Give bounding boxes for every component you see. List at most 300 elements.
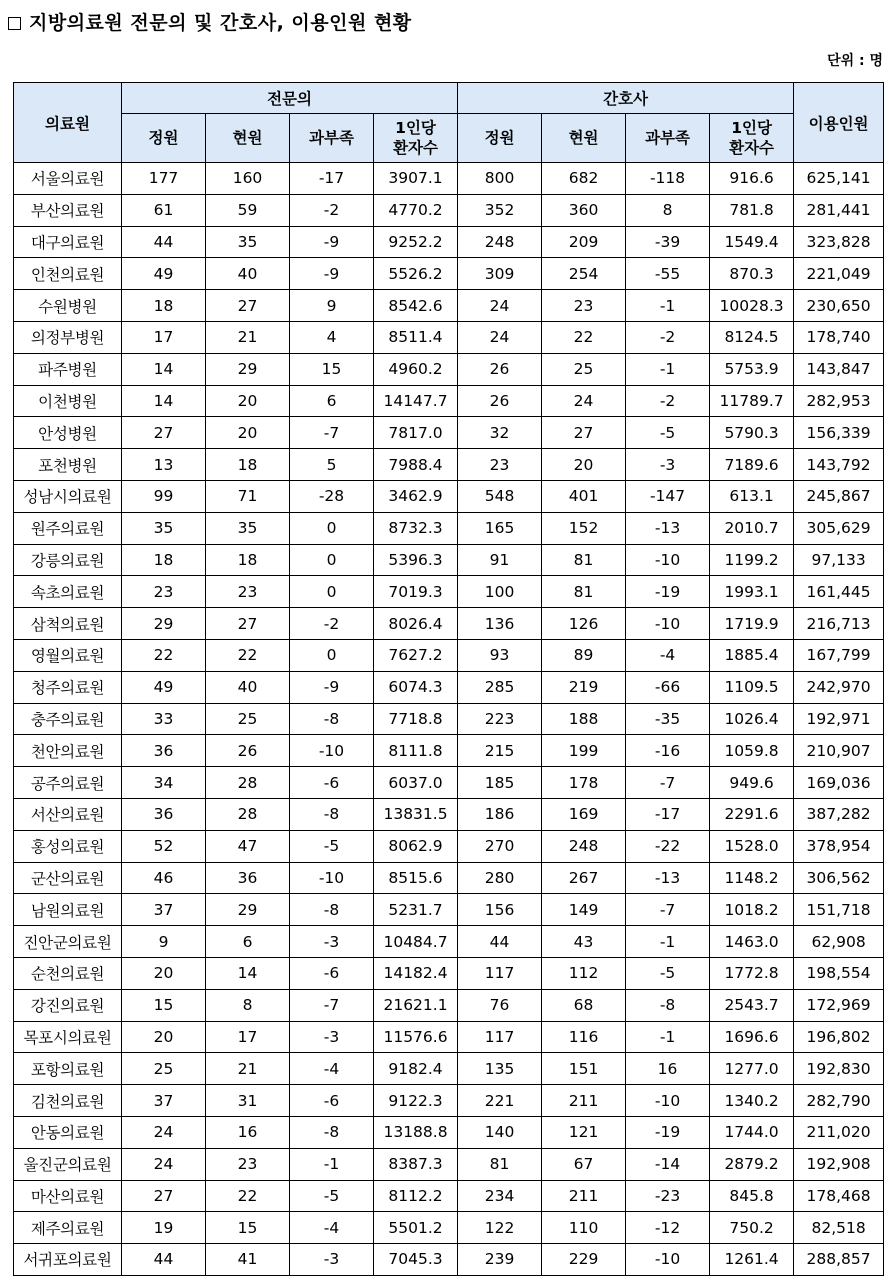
- doctor-patients-per-person-cell: 9122.3: [374, 1085, 458, 1117]
- doctor-quota-cell: 14: [122, 385, 206, 417]
- doctor-quota-cell: 44: [122, 226, 206, 258]
- hospital-name-cell: 포항의료원: [14, 1053, 122, 1085]
- nurse-patients-per-person-cell: 1696.6: [710, 1021, 794, 1053]
- doctor-patients-per-person-cell: 21621.1: [374, 989, 458, 1021]
- nurse-shortage-cell: -35: [626, 703, 710, 735]
- doctor-quota-cell: 22: [122, 639, 206, 671]
- table-row: [14, 957, 884, 989]
- hospital-name-cell: 제주의료원: [14, 1212, 122, 1244]
- nurse-quota-cell: 122: [458, 1212, 542, 1244]
- nurse-patients-per-person-cell: 1993.1: [710, 576, 794, 608]
- table-row: [14, 735, 884, 767]
- table-row: [14, 798, 884, 830]
- doctor-patients-per-person-cell: 10484.7: [374, 926, 458, 958]
- doctor-quota-cell: 52: [122, 830, 206, 862]
- doctor-patients-per-person-cell: 14182.4: [374, 957, 458, 989]
- nurse-quota-cell: 234: [458, 1180, 542, 1212]
- table-row: [14, 894, 884, 926]
- doctor-shortage-cell: -10: [290, 735, 374, 767]
- page-title: [8, 8, 412, 35]
- doctor-patients-per-person-cell: 14147.7: [374, 385, 458, 417]
- doctor-patients-per-person-cell: 8515.6: [374, 862, 458, 894]
- table-row: [14, 258, 884, 290]
- header-per-person-line1: 1인당: [731, 119, 772, 137]
- nurse-shortage-cell: -19: [626, 1116, 710, 1148]
- doctor-quota-cell: 27: [122, 417, 206, 449]
- doctor-shortage-cell: 0: [290, 639, 374, 671]
- nurse-patients-per-person-cell: 10028.3: [710, 290, 794, 322]
- doctor-current-cell: 18: [206, 449, 290, 481]
- nurse-shortage-cell: -17: [626, 798, 710, 830]
- nurse-current-cell: 169: [542, 798, 626, 830]
- nurse-patients-per-person-cell: 8124.5: [710, 321, 794, 353]
- users-count-cell: 62,908: [794, 926, 884, 958]
- nurse-current-cell: 121: [542, 1116, 626, 1148]
- doctor-quota-cell: 46: [122, 862, 206, 894]
- nurse-quota-cell: 136: [458, 608, 542, 640]
- doctor-patients-per-person-cell: 7627.2: [374, 639, 458, 671]
- nurse-current-cell: 211: [542, 1085, 626, 1117]
- nurse-shortage-cell: -12: [626, 1212, 710, 1244]
- doctor-shortage-cell: -3: [290, 1244, 374, 1276]
- page-title-text: 지방의료원 전문의 및 간호사, 이용인원 현황: [29, 12, 412, 34]
- doctor-shortage-cell: -28: [290, 480, 374, 512]
- users-count-cell: 387,282: [794, 798, 884, 830]
- hospital-name-cell: 청주의료원: [14, 671, 122, 703]
- nurse-current-cell: 401: [542, 480, 626, 512]
- hospital-name-cell: 안동의료원: [14, 1116, 122, 1148]
- table-row: [14, 767, 884, 799]
- doctor-quota-cell: 18: [122, 290, 206, 322]
- nurse-shortage-cell: -10: [626, 1244, 710, 1276]
- doctor-current-cell: 17: [206, 1021, 290, 1053]
- doctor-shortage-cell: -6: [290, 767, 374, 799]
- doctor-patients-per-person-cell: 8542.6: [374, 290, 458, 322]
- nurse-quota-cell: 239: [458, 1244, 542, 1276]
- table-row: [14, 703, 884, 735]
- nurse-current-cell: 81: [542, 576, 626, 608]
- nurse-shortage-cell: -2: [626, 321, 710, 353]
- table-row: [14, 385, 884, 417]
- hospital-name-cell: 강진의료원: [14, 989, 122, 1021]
- doctor-shortage-cell: -8: [290, 894, 374, 926]
- header-per-person-line2: 환자수: [729, 139, 775, 157]
- doctor-current-cell: 16: [206, 1116, 290, 1148]
- users-count-cell: 143,847: [794, 353, 884, 385]
- header-nurse-quota: 정원: [458, 114, 542, 163]
- nurse-shortage-cell: -66: [626, 671, 710, 703]
- nurse-patients-per-person-cell: 1026.4: [710, 703, 794, 735]
- doctor-current-cell: 21: [206, 1053, 290, 1085]
- nurse-quota-cell: 91: [458, 544, 542, 576]
- nurse-current-cell: 27: [542, 417, 626, 449]
- hospital-name-cell: 서산의료원: [14, 798, 122, 830]
- header-nurse-shortage: 과부족: [626, 114, 710, 163]
- users-count-cell: 192,830: [794, 1053, 884, 1085]
- nurse-current-cell: 116: [542, 1021, 626, 1053]
- doctor-quota-cell: 36: [122, 735, 206, 767]
- nurse-patients-per-person-cell: 2879.2: [710, 1148, 794, 1180]
- nurse-shortage-cell: -7: [626, 767, 710, 799]
- doctor-shortage-cell: -3: [290, 926, 374, 958]
- doctor-shortage-cell: 0: [290, 576, 374, 608]
- doctor-patients-per-person-cell: 7019.3: [374, 576, 458, 608]
- doctor-shortage-cell: 0: [290, 544, 374, 576]
- hospital-name-cell: 인천의료원: [14, 258, 122, 290]
- table-row: [14, 512, 884, 544]
- square-bullet-icon: [8, 17, 21, 30]
- doctor-shortage-cell: -9: [290, 226, 374, 258]
- nurse-current-cell: 89: [542, 639, 626, 671]
- nurse-quota-cell: 100: [458, 576, 542, 608]
- nurse-current-cell: 20: [542, 449, 626, 481]
- nurse-quota-cell: 248: [458, 226, 542, 258]
- nurse-current-cell: 81: [542, 544, 626, 576]
- hospital-name-cell: 수원병원: [14, 290, 122, 322]
- doctor-current-cell: 29: [206, 353, 290, 385]
- nurse-quota-cell: 24: [458, 290, 542, 322]
- nurse-quota-cell: 93: [458, 639, 542, 671]
- doctor-quota-cell: 23: [122, 576, 206, 608]
- header-per-person-line2: 환자수: [393, 139, 438, 157]
- nurse-current-cell: 211: [542, 1180, 626, 1212]
- doctor-current-cell: 40: [206, 258, 290, 290]
- nurse-patients-per-person-cell: 1744.0: [710, 1116, 794, 1148]
- doctor-patients-per-person-cell: 13188.8: [374, 1116, 458, 1148]
- nurse-current-cell: 199: [542, 735, 626, 767]
- nurse-quota-cell: 285: [458, 671, 542, 703]
- nurse-patients-per-person-cell: 916.6: [710, 163, 794, 195]
- doctor-current-cell: 40: [206, 671, 290, 703]
- nurse-patients-per-person-cell: 2010.7: [710, 512, 794, 544]
- doctor-patients-per-person-cell: 9182.4: [374, 1053, 458, 1085]
- users-count-cell: 196,802: [794, 1021, 884, 1053]
- nurse-quota-cell: 165: [458, 512, 542, 544]
- doctor-shortage-cell: -2: [290, 608, 374, 640]
- nurse-quota-cell: 26: [458, 385, 542, 417]
- header-users: 이용인원: [794, 83, 884, 163]
- doctor-patients-per-person-cell: 6074.3: [374, 671, 458, 703]
- users-count-cell: 323,828: [794, 226, 884, 258]
- nurse-shortage-cell: -1: [626, 926, 710, 958]
- doctor-current-cell: 23: [206, 1148, 290, 1180]
- header-doctor-current: 현원: [206, 114, 290, 163]
- doctor-patients-per-person-cell: 8511.4: [374, 321, 458, 353]
- doctor-shortage-cell: -2: [290, 194, 374, 226]
- nurse-patients-per-person-cell: 1277.0: [710, 1053, 794, 1085]
- users-count-cell: 281,441: [794, 194, 884, 226]
- table-row: [14, 163, 884, 195]
- nurse-current-cell: 24: [542, 385, 626, 417]
- doctor-quota-cell: 13: [122, 449, 206, 481]
- table-row: [14, 1180, 884, 1212]
- doctor-shortage-cell: 4: [290, 321, 374, 353]
- doctor-quota-cell: 44: [122, 1244, 206, 1276]
- nurse-current-cell: 219: [542, 671, 626, 703]
- nurse-patients-per-person-cell: 1199.2: [710, 544, 794, 576]
- table-row: [14, 862, 884, 894]
- nurse-shortage-cell: -13: [626, 862, 710, 894]
- nurse-shortage-cell: -5: [626, 957, 710, 989]
- doctor-current-cell: 35: [206, 226, 290, 258]
- nurse-shortage-cell: -1: [626, 290, 710, 322]
- doctor-quota-cell: 20: [122, 957, 206, 989]
- table-header: [14, 83, 884, 163]
- users-count-cell: 143,792: [794, 449, 884, 481]
- hospital-name-cell: 진안군의료원: [14, 926, 122, 958]
- nurse-current-cell: 25: [542, 353, 626, 385]
- hospital-name-cell: 군산의료원: [14, 862, 122, 894]
- nurse-patients-per-person-cell: 1059.8: [710, 735, 794, 767]
- doctor-patients-per-person-cell: 7718.8: [374, 703, 458, 735]
- doctor-quota-cell: 27: [122, 1180, 206, 1212]
- users-count-cell: 156,339: [794, 417, 884, 449]
- doctor-shortage-cell: 15: [290, 353, 374, 385]
- hospital-name-cell: 성남시의료원: [14, 480, 122, 512]
- nurse-quota-cell: 117: [458, 1021, 542, 1053]
- table-row: [14, 830, 884, 862]
- doctor-patients-per-person-cell: 5501.2: [374, 1212, 458, 1244]
- nurse-shortage-cell: -147: [626, 480, 710, 512]
- table-body: [14, 163, 884, 1276]
- nurse-patients-per-person-cell: 5790.3: [710, 417, 794, 449]
- nurse-quota-cell: 156: [458, 894, 542, 926]
- nurse-shortage-cell: -118: [626, 163, 710, 195]
- doctor-patients-per-person-cell: 13831.5: [374, 798, 458, 830]
- users-count-cell: 378,954: [794, 830, 884, 862]
- header-doctor-per-person: [374, 114, 458, 163]
- nurse-current-cell: 22: [542, 321, 626, 353]
- nurse-shortage-cell: -1: [626, 353, 710, 385]
- hospital-name-cell: 서귀포의료원: [14, 1244, 122, 1276]
- doctor-current-cell: 28: [206, 798, 290, 830]
- doctor-quota-cell: 15: [122, 989, 206, 1021]
- table-row: [14, 353, 884, 385]
- nurse-patients-per-person-cell: 2291.6: [710, 798, 794, 830]
- users-count-cell: 221,049: [794, 258, 884, 290]
- doctor-patients-per-person-cell: 5526.2: [374, 258, 458, 290]
- doctor-patients-per-person-cell: 6037.0: [374, 767, 458, 799]
- hospital-name-cell: 영월의료원: [14, 639, 122, 671]
- doctor-patients-per-person-cell: 11576.6: [374, 1021, 458, 1053]
- table-row: [14, 1244, 884, 1276]
- doctor-shortage-cell: -8: [290, 1116, 374, 1148]
- hospital-name-cell: 포천병원: [14, 449, 122, 481]
- nurse-current-cell: 360: [542, 194, 626, 226]
- nurse-shortage-cell: -7: [626, 894, 710, 926]
- doctor-current-cell: 26: [206, 735, 290, 767]
- hospital-name-cell: 남원의료원: [14, 894, 122, 926]
- doctor-current-cell: 29: [206, 894, 290, 926]
- hospital-name-cell: 서울의료원: [14, 163, 122, 195]
- table-row: [14, 1085, 884, 1117]
- doctor-shortage-cell: 0: [290, 512, 374, 544]
- doctor-shortage-cell: -7: [290, 417, 374, 449]
- doctor-shortage-cell: -8: [290, 798, 374, 830]
- table-row: [14, 1021, 884, 1053]
- table-row: [14, 1148, 884, 1180]
- doctor-shortage-cell: -5: [290, 830, 374, 862]
- nurse-quota-cell: 221: [458, 1085, 542, 1117]
- doctor-quota-cell: 9: [122, 926, 206, 958]
- doctor-patients-per-person-cell: 4960.2: [374, 353, 458, 385]
- doctor-shortage-cell: -1: [290, 1148, 374, 1180]
- nurse-patients-per-person-cell: 949.6: [710, 767, 794, 799]
- nurse-patients-per-person-cell: 1148.2: [710, 862, 794, 894]
- nurse-patients-per-person-cell: 781.8: [710, 194, 794, 226]
- doctor-shortage-cell: -17: [290, 163, 374, 195]
- hospital-name-cell: 순천의료원: [14, 957, 122, 989]
- nurse-current-cell: 112: [542, 957, 626, 989]
- nurse-current-cell: 43: [542, 926, 626, 958]
- nurse-quota-cell: 280: [458, 862, 542, 894]
- doctor-quota-cell: 61: [122, 194, 206, 226]
- nurse-quota-cell: 186: [458, 798, 542, 830]
- users-count-cell: 169,036: [794, 767, 884, 799]
- users-count-cell: 211,020: [794, 1116, 884, 1148]
- nurse-shortage-cell: -3: [626, 449, 710, 481]
- nurse-patients-per-person-cell: 1463.0: [710, 926, 794, 958]
- nurse-shortage-cell: -2: [626, 385, 710, 417]
- users-count-cell: 242,970: [794, 671, 884, 703]
- nurse-patients-per-person-cell: 845.8: [710, 1180, 794, 1212]
- hospital-name-cell: 삼척의료원: [14, 608, 122, 640]
- users-count-cell: 167,799: [794, 639, 884, 671]
- doctor-quota-cell: 18: [122, 544, 206, 576]
- doctor-patients-per-person-cell: 8387.3: [374, 1148, 458, 1180]
- nurse-patients-per-person-cell: 750.2: [710, 1212, 794, 1244]
- doctor-shortage-cell: -6: [290, 957, 374, 989]
- header-doctor-shortage: 과부족: [290, 114, 374, 163]
- table-row: [14, 194, 884, 226]
- nurse-quota-cell: 76: [458, 989, 542, 1021]
- hospital-staff-table: [13, 82, 884, 1276]
- doctor-quota-cell: 36: [122, 798, 206, 830]
- users-count-cell: 306,562: [794, 862, 884, 894]
- users-count-cell: 210,907: [794, 735, 884, 767]
- doctor-quota-cell: 99: [122, 480, 206, 512]
- doctor-patients-per-person-cell: 4770.2: [374, 194, 458, 226]
- nurse-patients-per-person-cell: 7189.6: [710, 449, 794, 481]
- hospital-name-cell: 부산의료원: [14, 194, 122, 226]
- doctor-current-cell: 20: [206, 417, 290, 449]
- hospital-name-cell: 파주병원: [14, 353, 122, 385]
- doctor-patients-per-person-cell: 3462.9: [374, 480, 458, 512]
- nurse-shortage-cell: -23: [626, 1180, 710, 1212]
- nurse-current-cell: 267: [542, 862, 626, 894]
- table-row: [14, 639, 884, 671]
- doctor-shortage-cell: -3: [290, 1021, 374, 1053]
- users-count-cell: 172,969: [794, 989, 884, 1021]
- users-count-cell: 178,468: [794, 1180, 884, 1212]
- nurse-shortage-cell: 8: [626, 194, 710, 226]
- nurse-current-cell: 254: [542, 258, 626, 290]
- doctor-current-cell: 27: [206, 608, 290, 640]
- nurse-current-cell: 209: [542, 226, 626, 258]
- doctor-current-cell: 14: [206, 957, 290, 989]
- doctor-current-cell: 36: [206, 862, 290, 894]
- header-hospital: 의료원: [14, 83, 122, 163]
- users-count-cell: 161,445: [794, 576, 884, 608]
- doctor-patients-per-person-cell: 9252.2: [374, 226, 458, 258]
- nurse-quota-cell: 548: [458, 480, 542, 512]
- nurse-quota-cell: 117: [458, 957, 542, 989]
- table-row: [14, 671, 884, 703]
- users-count-cell: 282,790: [794, 1085, 884, 1117]
- doctor-shortage-cell: -5: [290, 1180, 374, 1212]
- nurse-quota-cell: 24: [458, 321, 542, 353]
- nurse-quota-cell: 215: [458, 735, 542, 767]
- doctor-quota-cell: 19: [122, 1212, 206, 1244]
- doctor-current-cell: 25: [206, 703, 290, 735]
- nurse-quota-cell: 32: [458, 417, 542, 449]
- hospital-name-cell: 원주의료원: [14, 512, 122, 544]
- doctor-current-cell: 22: [206, 1180, 290, 1212]
- doctor-quota-cell: 24: [122, 1148, 206, 1180]
- doctor-quota-cell: 33: [122, 703, 206, 735]
- doctor-quota-cell: 34: [122, 767, 206, 799]
- doctor-current-cell: 59: [206, 194, 290, 226]
- nurse-shortage-cell: -5: [626, 417, 710, 449]
- nurse-quota-cell: 23: [458, 449, 542, 481]
- nurse-shortage-cell: -10: [626, 1085, 710, 1117]
- nurse-shortage-cell: -19: [626, 576, 710, 608]
- doctor-shortage-cell: -9: [290, 671, 374, 703]
- table-row: [14, 449, 884, 481]
- doctor-quota-cell: 20: [122, 1021, 206, 1053]
- table-row: [14, 417, 884, 449]
- table-row: [14, 1053, 884, 1085]
- doctor-current-cell: 15: [206, 1212, 290, 1244]
- table-row: [14, 576, 884, 608]
- hospital-name-cell: 홍성의료원: [14, 830, 122, 862]
- nurse-patients-per-person-cell: 11789.7: [710, 385, 794, 417]
- doctor-shortage-cell: -4: [290, 1053, 374, 1085]
- nurse-shortage-cell: -13: [626, 512, 710, 544]
- unit-label: 단위 : 명: [827, 53, 883, 69]
- users-count-cell: 216,713: [794, 608, 884, 640]
- nurse-current-cell: 126: [542, 608, 626, 640]
- nurse-shortage-cell: -55: [626, 258, 710, 290]
- header-per-person-line1: 1인당: [395, 119, 436, 137]
- hospital-name-cell: 안성병원: [14, 417, 122, 449]
- users-count-cell: 230,650: [794, 290, 884, 322]
- doctor-current-cell: 6: [206, 926, 290, 958]
- doctor-shortage-cell: -6: [290, 1085, 374, 1117]
- hospital-name-cell: 의정부병원: [14, 321, 122, 353]
- nurse-quota-cell: 26: [458, 353, 542, 385]
- nurse-patients-per-person-cell: 1528.0: [710, 830, 794, 862]
- doctor-patients-per-person-cell: 8062.9: [374, 830, 458, 862]
- hospital-name-cell: 이천병원: [14, 385, 122, 417]
- nurse-current-cell: 149: [542, 894, 626, 926]
- users-count-cell: 82,518: [794, 1212, 884, 1244]
- doctor-current-cell: 71: [206, 480, 290, 512]
- nurse-quota-cell: 800: [458, 163, 542, 195]
- users-count-cell: 192,971: [794, 703, 884, 735]
- doctor-patients-per-person-cell: 7817.0: [374, 417, 458, 449]
- hospital-name-cell: 공주의료원: [14, 767, 122, 799]
- nurse-quota-cell: 140: [458, 1116, 542, 1148]
- nurse-shortage-cell: 16: [626, 1053, 710, 1085]
- doctor-patients-per-person-cell: 5396.3: [374, 544, 458, 576]
- nurse-quota-cell: 44: [458, 926, 542, 958]
- doctor-current-cell: 28: [206, 767, 290, 799]
- nurse-patients-per-person-cell: 1719.9: [710, 608, 794, 640]
- header-nurses-group: 간호사: [458, 83, 794, 114]
- header-doctor-quota: 정원: [122, 114, 206, 163]
- nurse-current-cell: 682: [542, 163, 626, 195]
